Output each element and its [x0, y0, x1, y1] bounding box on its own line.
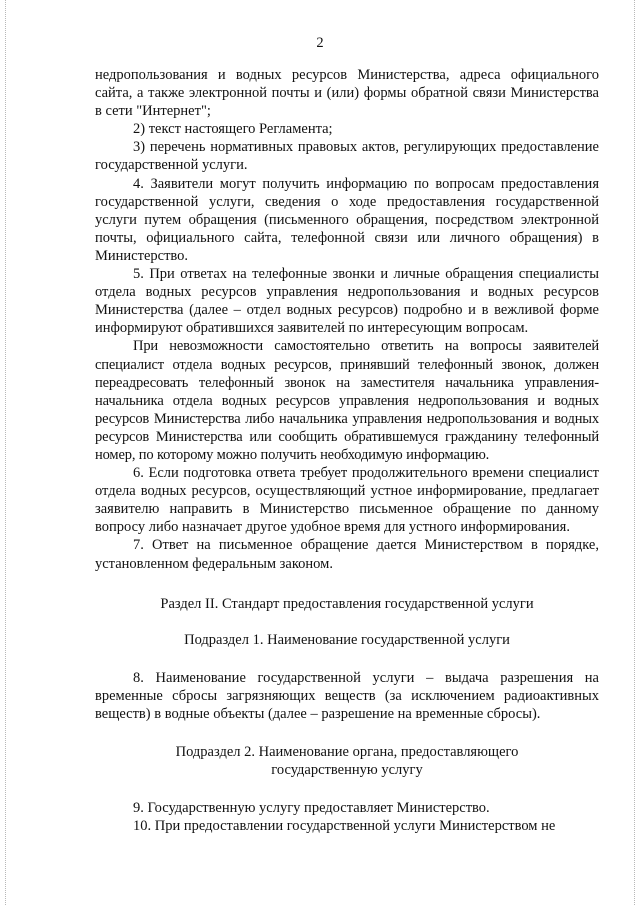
paragraph-10: 10. При предоставлении государственной услуги Министерством не [133, 818, 556, 835]
paragraph-5: 5. При ответах на телефонные звонки и личные обращения специалисты отдела водных ресурсов управления недропользования и водных ресурсов Министерства (далее – отдел водных ресурсов) подробно и в вежливой форме информируют обратившихся заявителей по интересующим вопросам. [95, 266, 599, 337]
paragraph-6: 6. Если подготовка ответа требует продолжительного времени специалист отдела водных ресурсов, осуществляющий устное информирование, предлагает заявителю направить в Министерство письменное обращение по данному вопросу либо назначает другое удобное время для устного информирования. [95, 465, 599, 536]
right-margin-rule [634, 0, 635, 905]
paragraph-item-3: 3) перечень нормативных правовых актов, регулирующих предоставление государственной услуги. [95, 139, 599, 174]
section-heading: Раздел II. Стандарт предоставления государственной услуги [160, 595, 534, 612]
paragraph-contact-continuation: недропользования и водных ресурсов Министерства, адреса официального сайта, а также электронной почты и (или) формы обратной связи Министерства в сети "Интернет"; [95, 67, 599, 120]
paragraph-9: 9. Государственную услугу предоставляет Министерство. [133, 800, 490, 817]
subsection-1-heading: Подраздел 1. Наименование государственной услуги [184, 631, 510, 648]
document-body [95, 66, 599, 835]
paragraph-4: 4. Заявители могут получить информацию по вопросам предоставления государственной услуги, сведения о ходе предоставления государственной услуги путем обращения (письменного обращения, посредством электронной почты, официального сайта, телефонной связи или личного обращения) в Министерство. [95, 175, 599, 264]
paragraph-phone-redirect: При невозможности самостоятельно ответить на вопросы заявителей специалист отдела водных ресурсов, принявший телефонный звонок, должен переадресовать телефонный звонок на заместителя начальника управления-начальника отдела водных ресурсов управления недропользования и водных ресурсов Министерства либо начальника управления недропользования и водных ресурсов Министерства или сообщить обратившемуся гражданину телефонный номер, по которому можно получить необходимую информацию. [95, 338, 599, 463]
left-margin-rule [5, 0, 6, 905]
paragraph-8: 8. Наименование государственной услуги – выдача разрешения на временные сбросы загрязняющих веществ (за исключением радиоактивных веществ) в водные объекты (далее – разрешение на временные сбросы). [95, 669, 599, 722]
subsection-2-heading: Подраздел 2. Наименование органа, предоставляющего государственную услугу [175, 744, 519, 779]
paragraph-7: 7. Ответ на письменное обращение дается Министерством в порядке, установленном федеральным законом. [95, 537, 599, 572]
page-number: 2 [316, 35, 324, 51]
paragraph-item-2: 2) текст настоящего Регламента; [133, 121, 333, 138]
